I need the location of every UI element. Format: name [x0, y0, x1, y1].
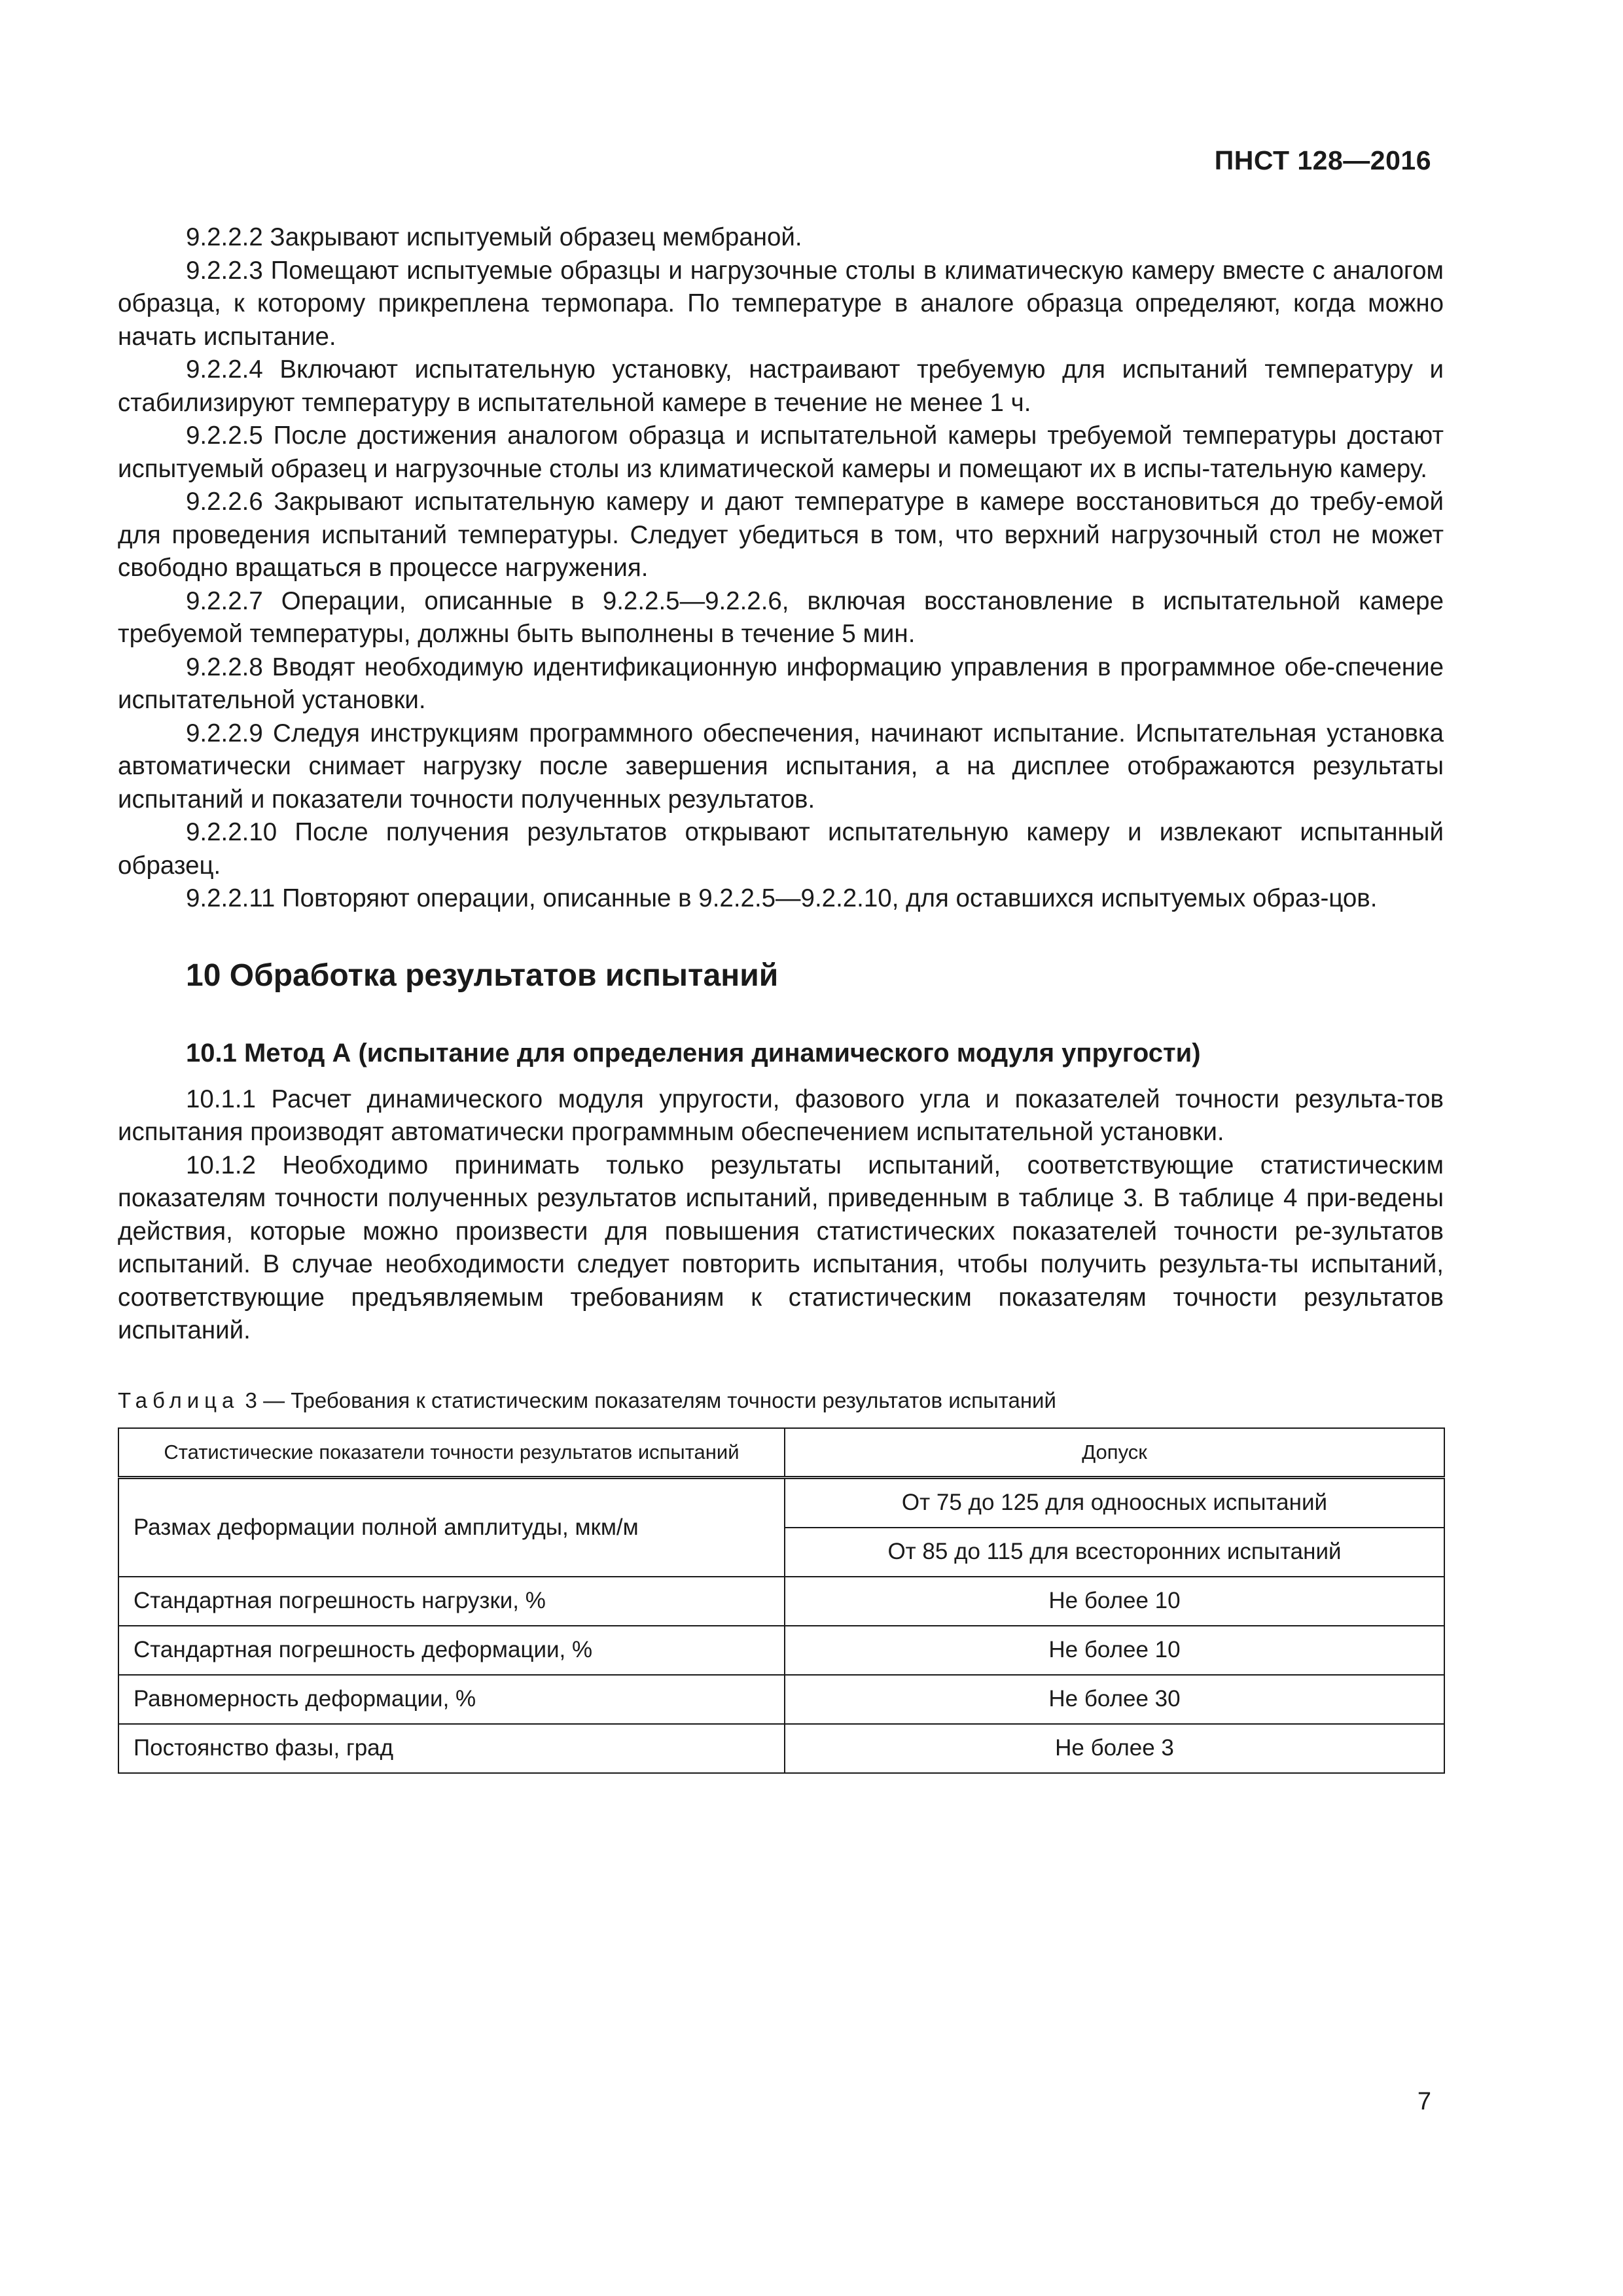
table-cell-value: От 85 до 115 для всесторонних испытаний	[785, 1528, 1444, 1577]
table-cell-value: Не более 10	[785, 1577, 1444, 1626]
table-caption-text: 3 — Требования к статистическим показателям точности результатов испытаний	[239, 1388, 1056, 1412]
paragraph-9-2-2-11: 9.2.2.11 Повторяют операции, описанные в 9.2.2.5—9.2.2.10, для оставшихся испытуемых образ-цов.	[186, 884, 1378, 912]
paragraph-9-2-2-9: 9.2.2.9 Следуя инструкциям программного обеспечения, начинают испытание. Испытательная установка автоматически снимает нагрузку после завершения испытания, а на дисплее отображаются результаты испытаний и показатели точности полученных результатов.	[118, 719, 1444, 814]
table-row	[118, 1577, 1444, 1626]
paragraph-9-2-2-5: 9.2.2.5 После достижения аналогом образца и испытательной камеры требуемой температуры достают испытуемый образец и нагрузочные столы из климатической камеры и помещают их в испы-тательную камеру.	[118, 422, 1444, 483]
table-cell-label: Размах деформации полной амплитуды, мкм/м	[118, 1477, 785, 1577]
paragraph-9-2-2-4: 9.2.2.4 Включают испытательную установку, настраивают требуемую для испытаний температуру и стабилизируют температуру в испытательной камере в течение не менее 1 ч.	[118, 355, 1444, 417]
paragraph-9-2-2-3: 9.2.2.3 Помещают испытуемые образцы и нагрузочные столы в климатическую камеру вместе с аналогом образца, к которому прикреплена термопара. По температуре в аналоге образца определяют, когда можно начать испытание.	[118, 256, 1444, 351]
paragraph-10-1-2: 10.1.2 Необходимо принимать только результаты испытаний, соответствующие статистическим показателям точности полученных результатов испытаний, приведенным в таблице 3. В таблице 4 при-ведены действия, которые можно произвести для повышения статистических показателей точности ре-зультатов испытаний. В случае необходимости следует повторить испытания, чтобы получить результа-ты испытаний, соответствующие предъявляемым требованиям к статистическим показателям точности результатов испытаний.	[118, 1151, 1444, 1344]
table-cell-label: Стандартная погрешность нагрузки, %	[118, 1577, 785, 1626]
table-header-indicators: Статистические показатели точности результатов испытаний	[118, 1428, 785, 1478]
document-id-header: ПНСТ 128—2016	[1214, 145, 1431, 175]
table-row	[118, 1724, 1444, 1773]
table-cell-label: Постоянство фазы, град	[118, 1724, 785, 1773]
table-header-row	[118, 1428, 1444, 1478]
paragraph-9-2-2-6: 9.2.2.6 Закрывают испытательную камеру и дают температуре в камере восстановиться до требу-емой для проведения испытаний температуры. Следует убедиться в том, что верхний нагрузочный стол не может свободно вращаться в процессе нагружения.	[118, 488, 1444, 582]
paragraph-10-1-1: 10.1.1 Расчет динамического модуля упругости, фазового угла и показателей точности результа-тов испытания производят автоматически программным обеспечением испытательной установки.	[118, 1085, 1444, 1146]
table-cell-value: Не более 30	[785, 1675, 1444, 1724]
table-cell-value: Не более 3	[785, 1724, 1444, 1773]
table-header-tolerance: Допуск	[785, 1428, 1444, 1478]
table-caption	[118, 1387, 1444, 1414]
table-cell-value: От 75 до 125 для одноосных испытаний	[785, 1477, 1444, 1528]
paragraph-9-2-2-7: 9.2.2.7 Операции, описанные в 9.2.2.5—9.2.2.6, включая восстановление в испытательной камере требуемой температуры, должны быть выполнены в течение 5 мин.	[118, 586, 1444, 648]
table-row	[118, 1477, 1444, 1528]
paragraph-9-2-2-8: 9.2.2.8 Вводят необходимую идентификационную информацию управления в программное обе-спечение испытательной установки.	[118, 653, 1444, 714]
page-content	[118, 221, 1444, 1774]
requirements-table	[118, 1427, 1445, 1774]
section-title: 10 Обработка результатов испытаний	[186, 958, 779, 993]
page-number: 7	[1417, 2088, 1431, 2115]
table-row	[118, 1675, 1444, 1724]
paragraph-9-2-2-10: 9.2.2.10 После получения результатов открывают испытательную камеру и извлекают испытанный образец.	[118, 818, 1444, 880]
paragraph-9-2-2-2: 9.2.2.2 Закрывают испытуемый образец мембраной.	[186, 223, 802, 251]
table-cell-label: Равномерность деформации, %	[118, 1675, 785, 1724]
subsection-title: 10.1 Метод А (испытание для определения динамического модуля упругости)	[186, 1038, 1201, 1067]
table-caption-word: Таблица	[118, 1388, 240, 1412]
table-row	[118, 1626, 1444, 1675]
table-cell-value: Не более 10	[785, 1626, 1444, 1675]
table-cell-label: Стандартная погрешность деформации, %	[118, 1626, 785, 1675]
